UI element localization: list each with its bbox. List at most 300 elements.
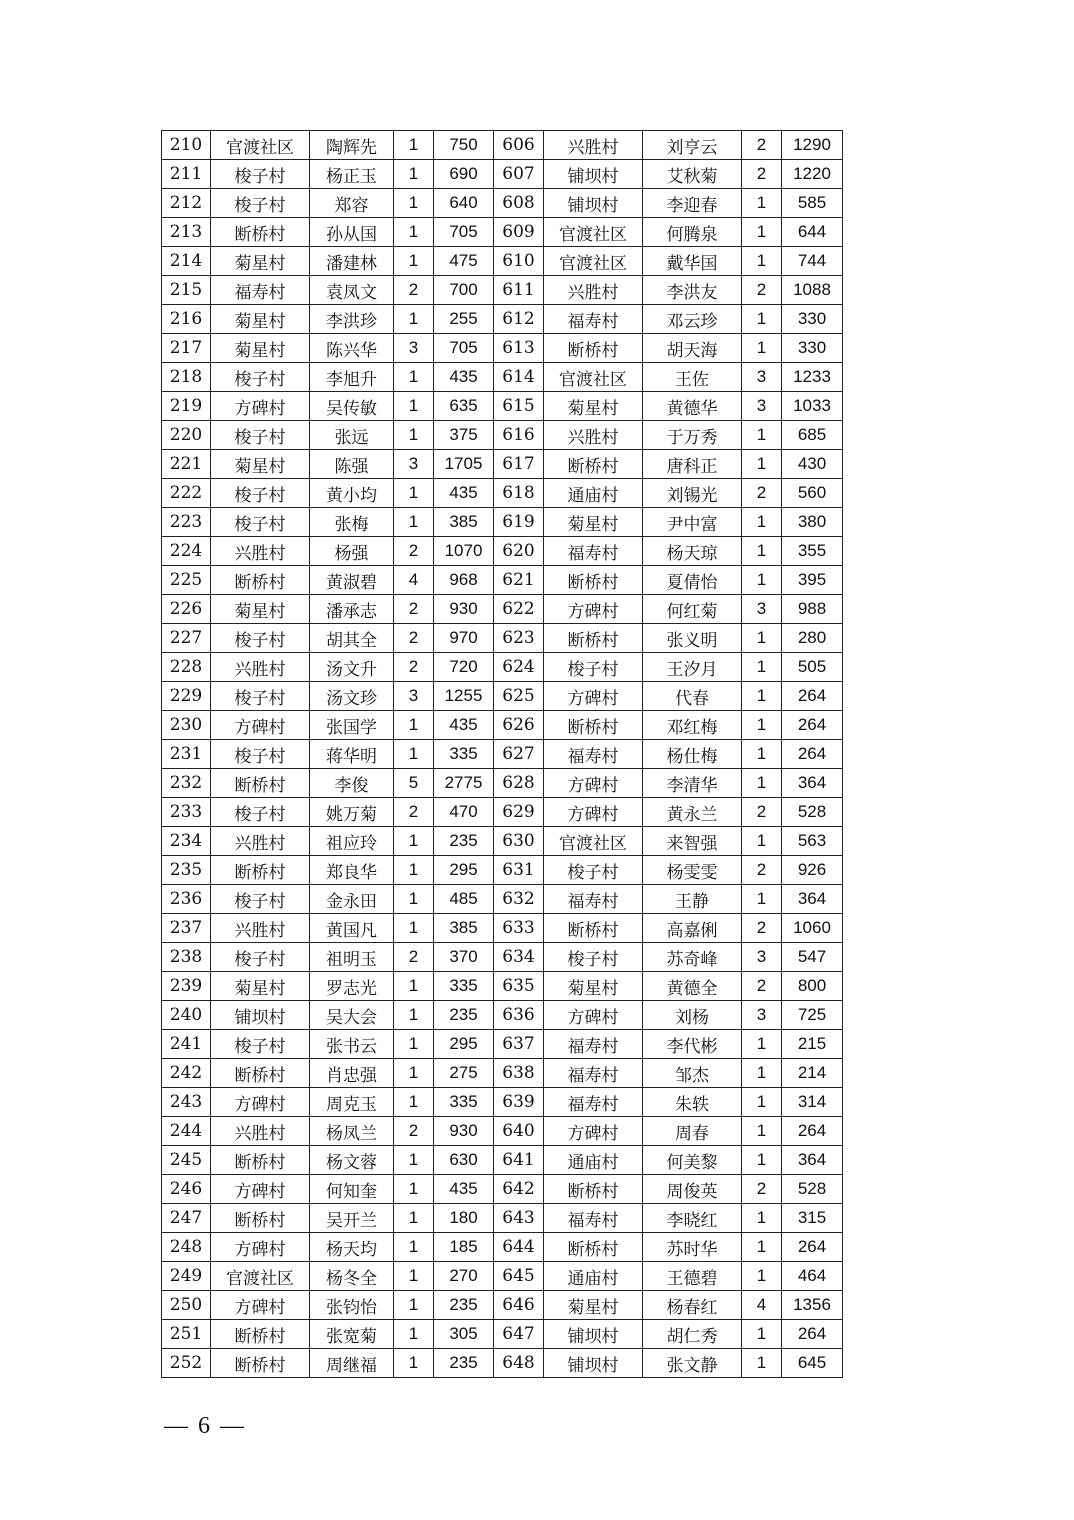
cell-name-right: 杨雯雯	[643, 856, 742, 885]
cell-amount-right: 364	[782, 769, 843, 798]
cell-serial-right: 639	[494, 1088, 544, 1117]
cell-amount-left: 255	[434, 305, 494, 334]
cell-count-left: 1	[394, 740, 434, 769]
cell-count-left: 1	[394, 885, 434, 914]
cell-name-left: 黄国凡	[310, 914, 394, 943]
cell-village-left: 梭子村	[211, 885, 310, 914]
cell-village-left: 方碑村	[211, 711, 310, 740]
cell-amount-right: 528	[782, 798, 843, 827]
cell-village-right: 菊星村	[544, 1291, 643, 1320]
cell-name-left: 张远	[310, 421, 394, 450]
cell-serial-right: 638	[494, 1059, 544, 1088]
cell-name-left: 黄小均	[310, 479, 394, 508]
cell-name-right: 李洪友	[643, 276, 742, 305]
cell-name-left: 肖忠强	[310, 1059, 394, 1088]
cell-name-left: 杨文蓉	[310, 1146, 394, 1175]
cell-count-left: 1	[394, 131, 434, 160]
cell-village-left: 梭子村	[211, 479, 310, 508]
cell-count-right: 2	[742, 972, 782, 1001]
cell-count-left: 1	[394, 392, 434, 421]
cell-serial-left: 212	[162, 189, 211, 218]
cell-village-right: 福寿村	[544, 1030, 643, 1059]
table-row	[162, 914, 843, 943]
cell-amount-right: 315	[782, 1204, 843, 1233]
cell-amount-right: 528	[782, 1175, 843, 1204]
table-row	[162, 653, 843, 682]
cell-serial-left: 237	[162, 914, 211, 943]
cell-name-left: 张钧怡	[310, 1291, 394, 1320]
cell-serial-left: 220	[162, 421, 211, 450]
cell-serial-right: 643	[494, 1204, 544, 1233]
cell-village-left: 方碑村	[211, 1233, 310, 1262]
cell-count-right: 1	[742, 1030, 782, 1059]
cell-amount-right: 926	[782, 856, 843, 885]
cell-amount-right: 1233	[782, 363, 843, 392]
cell-amount-left: 640	[434, 189, 494, 218]
cell-village-right: 断桥村	[544, 450, 643, 479]
cell-serial-left: 217	[162, 334, 211, 363]
cell-amount-left: 385	[434, 508, 494, 537]
cell-name-left: 罗志光	[310, 972, 394, 1001]
cell-village-right: 福寿村	[544, 537, 643, 566]
cell-amount-right: 560	[782, 479, 843, 508]
cell-serial-right: 648	[494, 1349, 544, 1378]
cell-amount-left: 275	[434, 1059, 494, 1088]
cell-amount-left: 370	[434, 943, 494, 972]
cell-amount-right: 264	[782, 740, 843, 769]
cell-count-left: 1	[394, 1001, 434, 1030]
cell-count-left: 1	[394, 160, 434, 189]
cell-count-left: 3	[394, 682, 434, 711]
cell-count-right: 3	[742, 1001, 782, 1030]
cell-village-left: 梭子村	[211, 943, 310, 972]
cell-name-left: 张书云	[310, 1030, 394, 1059]
cell-count-right: 3	[742, 595, 782, 624]
cell-serial-left: 240	[162, 1001, 211, 1030]
cell-serial-right: 641	[494, 1146, 544, 1175]
cell-count-right: 1	[742, 537, 782, 566]
table-row	[162, 1088, 843, 1117]
cell-name-right: 高嘉俐	[643, 914, 742, 943]
cell-village-right: 官渡社区	[544, 218, 643, 247]
roster-table	[161, 130, 843, 1378]
cell-amount-left: 435	[434, 363, 494, 392]
cell-village-right: 菊星村	[544, 972, 643, 1001]
cell-name-right: 李迎春	[643, 189, 742, 218]
cell-name-right: 邹杰	[643, 1059, 742, 1088]
cell-name-left: 吴传敏	[310, 392, 394, 421]
cell-amount-right: 280	[782, 624, 843, 653]
cell-count-right: 1	[742, 189, 782, 218]
table-row	[162, 1349, 843, 1378]
cell-village-right: 断桥村	[544, 1175, 643, 1204]
cell-serial-right: 626	[494, 711, 544, 740]
cell-name-left: 周克玉	[310, 1088, 394, 1117]
cell-amount-left: 1705	[434, 450, 494, 479]
cell-serial-right: 647	[494, 1320, 544, 1349]
cell-serial-right: 611	[494, 276, 544, 305]
cell-village-left: 梭子村	[211, 421, 310, 450]
cell-amount-left: 700	[434, 276, 494, 305]
cell-count-left: 1	[394, 218, 434, 247]
cell-amount-left: 485	[434, 885, 494, 914]
cell-count-right: 1	[742, 421, 782, 450]
cell-count-right: 1	[742, 1059, 782, 1088]
cell-name-right: 戴华国	[643, 247, 742, 276]
cell-amount-left: 470	[434, 798, 494, 827]
cell-serial-right: 614	[494, 363, 544, 392]
cell-amount-left: 930	[434, 1117, 494, 1146]
cell-serial-left: 223	[162, 508, 211, 537]
cell-village-right: 铺坝村	[544, 189, 643, 218]
cell-name-right: 王佐	[643, 363, 742, 392]
cell-name-left: 郑容	[310, 189, 394, 218]
table-row	[162, 1291, 843, 1320]
cell-count-left: 1	[394, 1059, 434, 1088]
cell-amount-right: 988	[782, 595, 843, 624]
cell-village-right: 方碑村	[544, 1117, 643, 1146]
cell-name-right: 杨春红	[643, 1291, 742, 1320]
cell-serial-left: 245	[162, 1146, 211, 1175]
cell-serial-left: 216	[162, 305, 211, 334]
cell-amount-left: 635	[434, 392, 494, 421]
cell-village-right: 兴胜村	[544, 421, 643, 450]
table-row	[162, 740, 843, 769]
cell-amount-right: 563	[782, 827, 843, 856]
cell-count-left: 3	[394, 334, 434, 363]
cell-amount-left: 1070	[434, 537, 494, 566]
cell-serial-left: 232	[162, 769, 211, 798]
cell-serial-right: 609	[494, 218, 544, 247]
cell-name-right: 何红菊	[643, 595, 742, 624]
cell-name-right: 来智强	[643, 827, 742, 856]
cell-count-left: 2	[394, 798, 434, 827]
cell-village-left: 断桥村	[211, 1059, 310, 1088]
cell-serial-right: 620	[494, 537, 544, 566]
cell-count-left: 3	[394, 450, 434, 479]
cell-count-left: 2	[394, 1117, 434, 1146]
cell-count-left: 2	[394, 624, 434, 653]
cell-serial-left: 222	[162, 479, 211, 508]
cell-village-right: 断桥村	[544, 566, 643, 595]
cell-village-left: 梭子村	[211, 798, 310, 827]
cell-name-left: 杨强	[310, 537, 394, 566]
cell-serial-right: 630	[494, 827, 544, 856]
cell-name-right: 夏倩怡	[643, 566, 742, 595]
cell-amount-left: 335	[434, 740, 494, 769]
table-row	[162, 943, 843, 972]
cell-serial-left: 215	[162, 276, 211, 305]
table-row	[162, 479, 843, 508]
cell-count-left: 1	[394, 189, 434, 218]
cell-count-left: 1	[394, 1349, 434, 1378]
cell-village-right: 方碑村	[544, 798, 643, 827]
cell-name-right: 邓云珍	[643, 305, 742, 334]
cell-amount-left: 630	[434, 1146, 494, 1175]
cell-count-right: 1	[742, 1088, 782, 1117]
cell-amount-right: 264	[782, 1233, 843, 1262]
cell-count-left: 1	[394, 1291, 434, 1320]
cell-name-right: 胡天海	[643, 334, 742, 363]
cell-name-right: 唐科正	[643, 450, 742, 479]
cell-count-right: 1	[742, 885, 782, 914]
cell-amount-right: 505	[782, 653, 843, 682]
cell-name-right: 张义明	[643, 624, 742, 653]
cell-amount-left: 435	[434, 711, 494, 740]
cell-amount-left: 475	[434, 247, 494, 276]
cell-name-left: 潘建林	[310, 247, 394, 276]
cell-village-left: 菊星村	[211, 305, 310, 334]
cell-amount-left: 970	[434, 624, 494, 653]
cell-serial-left: 213	[162, 218, 211, 247]
cell-name-left: 周继福	[310, 1349, 394, 1378]
cell-village-left: 方碑村	[211, 392, 310, 421]
cell-village-right: 梭子村	[544, 653, 643, 682]
table-row	[162, 972, 843, 1001]
cell-name-right: 代春	[643, 682, 742, 711]
cell-serial-right: 612	[494, 305, 544, 334]
table-row	[162, 1320, 843, 1349]
cell-name-right: 胡仁秀	[643, 1320, 742, 1349]
cell-serial-left: 239	[162, 972, 211, 1001]
cell-village-right: 铺坝村	[544, 160, 643, 189]
table-row	[162, 276, 843, 305]
table-row	[162, 1001, 843, 1030]
cell-amount-left: 930	[434, 595, 494, 624]
cell-amount-right: 430	[782, 450, 843, 479]
cell-count-left: 1	[394, 1175, 434, 1204]
cell-name-left: 金永田	[310, 885, 394, 914]
cell-name-left: 杨凤兰	[310, 1117, 394, 1146]
cell-name-right: 王静	[643, 885, 742, 914]
cell-name-left: 姚万菊	[310, 798, 394, 827]
cell-name-right: 王汐月	[643, 653, 742, 682]
cell-village-left: 菊星村	[211, 247, 310, 276]
cell-count-left: 2	[394, 595, 434, 624]
cell-amount-right: 364	[782, 1146, 843, 1175]
table-row	[162, 392, 843, 421]
cell-amount-right: 800	[782, 972, 843, 1001]
table-row	[162, 218, 843, 247]
cell-village-left: 梭子村	[211, 363, 310, 392]
table-row	[162, 189, 843, 218]
cell-serial-left: 236	[162, 885, 211, 914]
cell-village-left: 菊星村	[211, 972, 310, 1001]
cell-serial-left: 248	[162, 1233, 211, 1262]
table-row	[162, 682, 843, 711]
cell-village-left: 菊星村	[211, 450, 310, 479]
cell-amount-right: 1356	[782, 1291, 843, 1320]
table-row	[162, 131, 843, 160]
cell-name-left: 郑良华	[310, 856, 394, 885]
cell-count-right: 1	[742, 566, 782, 595]
cell-count-right: 1	[742, 1204, 782, 1233]
cell-serial-left: 238	[162, 943, 211, 972]
cell-serial-left: 247	[162, 1204, 211, 1233]
cell-count-right: 2	[742, 160, 782, 189]
cell-amount-right: 264	[782, 682, 843, 711]
cell-count-left: 1	[394, 1320, 434, 1349]
cell-serial-right: 628	[494, 769, 544, 798]
cell-serial-left: 251	[162, 1320, 211, 1349]
table-row	[162, 1059, 843, 1088]
cell-count-left: 1	[394, 508, 434, 537]
table-row	[162, 1117, 843, 1146]
cell-amount-left: 270	[434, 1262, 494, 1291]
cell-amount-right: 644	[782, 218, 843, 247]
table-row	[162, 711, 843, 740]
cell-amount-right: 264	[782, 1117, 843, 1146]
cell-name-right: 李代彬	[643, 1030, 742, 1059]
cell-serial-right: 617	[494, 450, 544, 479]
cell-amount-right: 1060	[782, 914, 843, 943]
table-row	[162, 305, 843, 334]
cell-village-left: 梭子村	[211, 740, 310, 769]
cell-count-right: 2	[742, 276, 782, 305]
cell-amount-right: 547	[782, 943, 843, 972]
cell-village-left: 断桥村	[211, 856, 310, 885]
table-row	[162, 856, 843, 885]
cell-count-left: 5	[394, 769, 434, 798]
cell-count-left: 1	[394, 305, 434, 334]
cell-village-right: 梭子村	[544, 943, 643, 972]
cell-count-left: 1	[394, 1262, 434, 1291]
cell-name-right: 黄德华	[643, 392, 742, 421]
cell-village-left: 兴胜村	[211, 827, 310, 856]
cell-serial-right: 632	[494, 885, 544, 914]
cell-village-left: 断桥村	[211, 769, 310, 798]
cell-amount-right: 585	[782, 189, 843, 218]
cell-name-left: 何知奎	[310, 1175, 394, 1204]
cell-name-right: 黄德全	[643, 972, 742, 1001]
cell-serial-right: 623	[494, 624, 544, 653]
cell-count-left: 1	[394, 914, 434, 943]
cell-count-right: 2	[742, 479, 782, 508]
cell-count-right: 1	[742, 247, 782, 276]
cell-serial-right: 645	[494, 1262, 544, 1291]
cell-amount-left: 375	[434, 421, 494, 450]
cell-village-left: 梭子村	[211, 624, 310, 653]
cell-serial-right: 644	[494, 1233, 544, 1262]
cell-name-right: 何美黎	[643, 1146, 742, 1175]
cell-serial-right: 646	[494, 1291, 544, 1320]
cell-count-left: 1	[394, 1146, 434, 1175]
cell-serial-left: 246	[162, 1175, 211, 1204]
table-row	[162, 450, 843, 479]
cell-amount-left: 968	[434, 566, 494, 595]
cell-serial-right: 606	[494, 131, 544, 160]
cell-amount-right: 395	[782, 566, 843, 595]
cell-serial-right: 616	[494, 421, 544, 450]
cell-village-right: 福寿村	[544, 1088, 643, 1117]
cell-serial-left: 252	[162, 1349, 211, 1378]
cell-serial-right: 642	[494, 1175, 544, 1204]
cell-amount-left: 185	[434, 1233, 494, 1262]
cell-amount-left: 335	[434, 972, 494, 1001]
cell-serial-right: 624	[494, 653, 544, 682]
cell-village-left: 菊星村	[211, 595, 310, 624]
cell-count-left: 1	[394, 1233, 434, 1262]
cell-name-left: 张宽菊	[310, 1320, 394, 1349]
cell-serial-left: 229	[162, 682, 211, 711]
cell-village-left: 兴胜村	[211, 653, 310, 682]
cell-amount-right: 1088	[782, 276, 843, 305]
cell-serial-right: 637	[494, 1030, 544, 1059]
cell-serial-right: 621	[494, 566, 544, 595]
cell-name-right: 何腾泉	[643, 218, 742, 247]
cell-village-right: 铺坝村	[544, 1349, 643, 1378]
cell-count-right: 1	[742, 1349, 782, 1378]
cell-serial-left: 226	[162, 595, 211, 624]
cell-name-left: 李俊	[310, 769, 394, 798]
cell-count-left: 2	[394, 276, 434, 305]
cell-serial-right: 629	[494, 798, 544, 827]
cell-amount-right: 264	[782, 1320, 843, 1349]
cell-name-right: 刘亨云	[643, 131, 742, 160]
cell-name-right: 艾秋菊	[643, 160, 742, 189]
cell-count-right: 1	[742, 1262, 782, 1291]
table-row	[162, 421, 843, 450]
cell-village-right: 方碑村	[544, 595, 643, 624]
cell-serial-left: 250	[162, 1291, 211, 1320]
cell-serial-left: 231	[162, 740, 211, 769]
cell-name-left: 张国学	[310, 711, 394, 740]
cell-name-left: 黄淑碧	[310, 566, 394, 595]
cell-name-right: 朱轶	[643, 1088, 742, 1117]
cell-village-left: 兴胜村	[211, 1117, 310, 1146]
cell-village-right: 方碑村	[544, 769, 643, 798]
cell-count-right: 2	[742, 914, 782, 943]
cell-count-right: 1	[742, 1233, 782, 1262]
cell-amount-right: 464	[782, 1262, 843, 1291]
cell-count-right: 1	[742, 334, 782, 363]
cell-serial-left: 244	[162, 1117, 211, 1146]
cell-name-right: 苏时华	[643, 1233, 742, 1262]
cell-amount-right: 314	[782, 1088, 843, 1117]
cell-village-right: 福寿村	[544, 1059, 643, 1088]
cell-amount-right: 215	[782, 1030, 843, 1059]
cell-count-left: 1	[394, 1030, 434, 1059]
cell-count-right: 1	[742, 711, 782, 740]
cell-name-left: 李洪珍	[310, 305, 394, 334]
cell-amount-left: 235	[434, 1291, 494, 1320]
cell-village-right: 断桥村	[544, 711, 643, 740]
cell-village-right: 福寿村	[544, 1204, 643, 1233]
cell-village-left: 方碑村	[211, 1088, 310, 1117]
cell-amount-right: 1220	[782, 160, 843, 189]
cell-serial-right: 636	[494, 1001, 544, 1030]
cell-serial-left: 234	[162, 827, 211, 856]
cell-amount-right: 685	[782, 421, 843, 450]
cell-village-right: 福寿村	[544, 305, 643, 334]
cell-village-right: 福寿村	[544, 740, 643, 769]
cell-serial-left: 242	[162, 1059, 211, 1088]
cell-village-left: 兴胜村	[211, 537, 310, 566]
cell-serial-left: 210	[162, 131, 211, 160]
table-row	[162, 827, 843, 856]
page-number: — 6 —	[164, 1413, 246, 1439]
cell-name-right: 周春	[643, 1117, 742, 1146]
cell-count-right: 1	[742, 653, 782, 682]
cell-amount-right: 1033	[782, 392, 843, 421]
cell-count-left: 1	[394, 247, 434, 276]
cell-village-left: 福寿村	[211, 276, 310, 305]
cell-name-right: 尹中富	[643, 508, 742, 537]
cell-name-left: 孙从国	[310, 218, 394, 247]
cell-village-left: 梭子村	[211, 189, 310, 218]
cell-count-right: 1	[742, 1320, 782, 1349]
cell-count-right: 1	[742, 1146, 782, 1175]
